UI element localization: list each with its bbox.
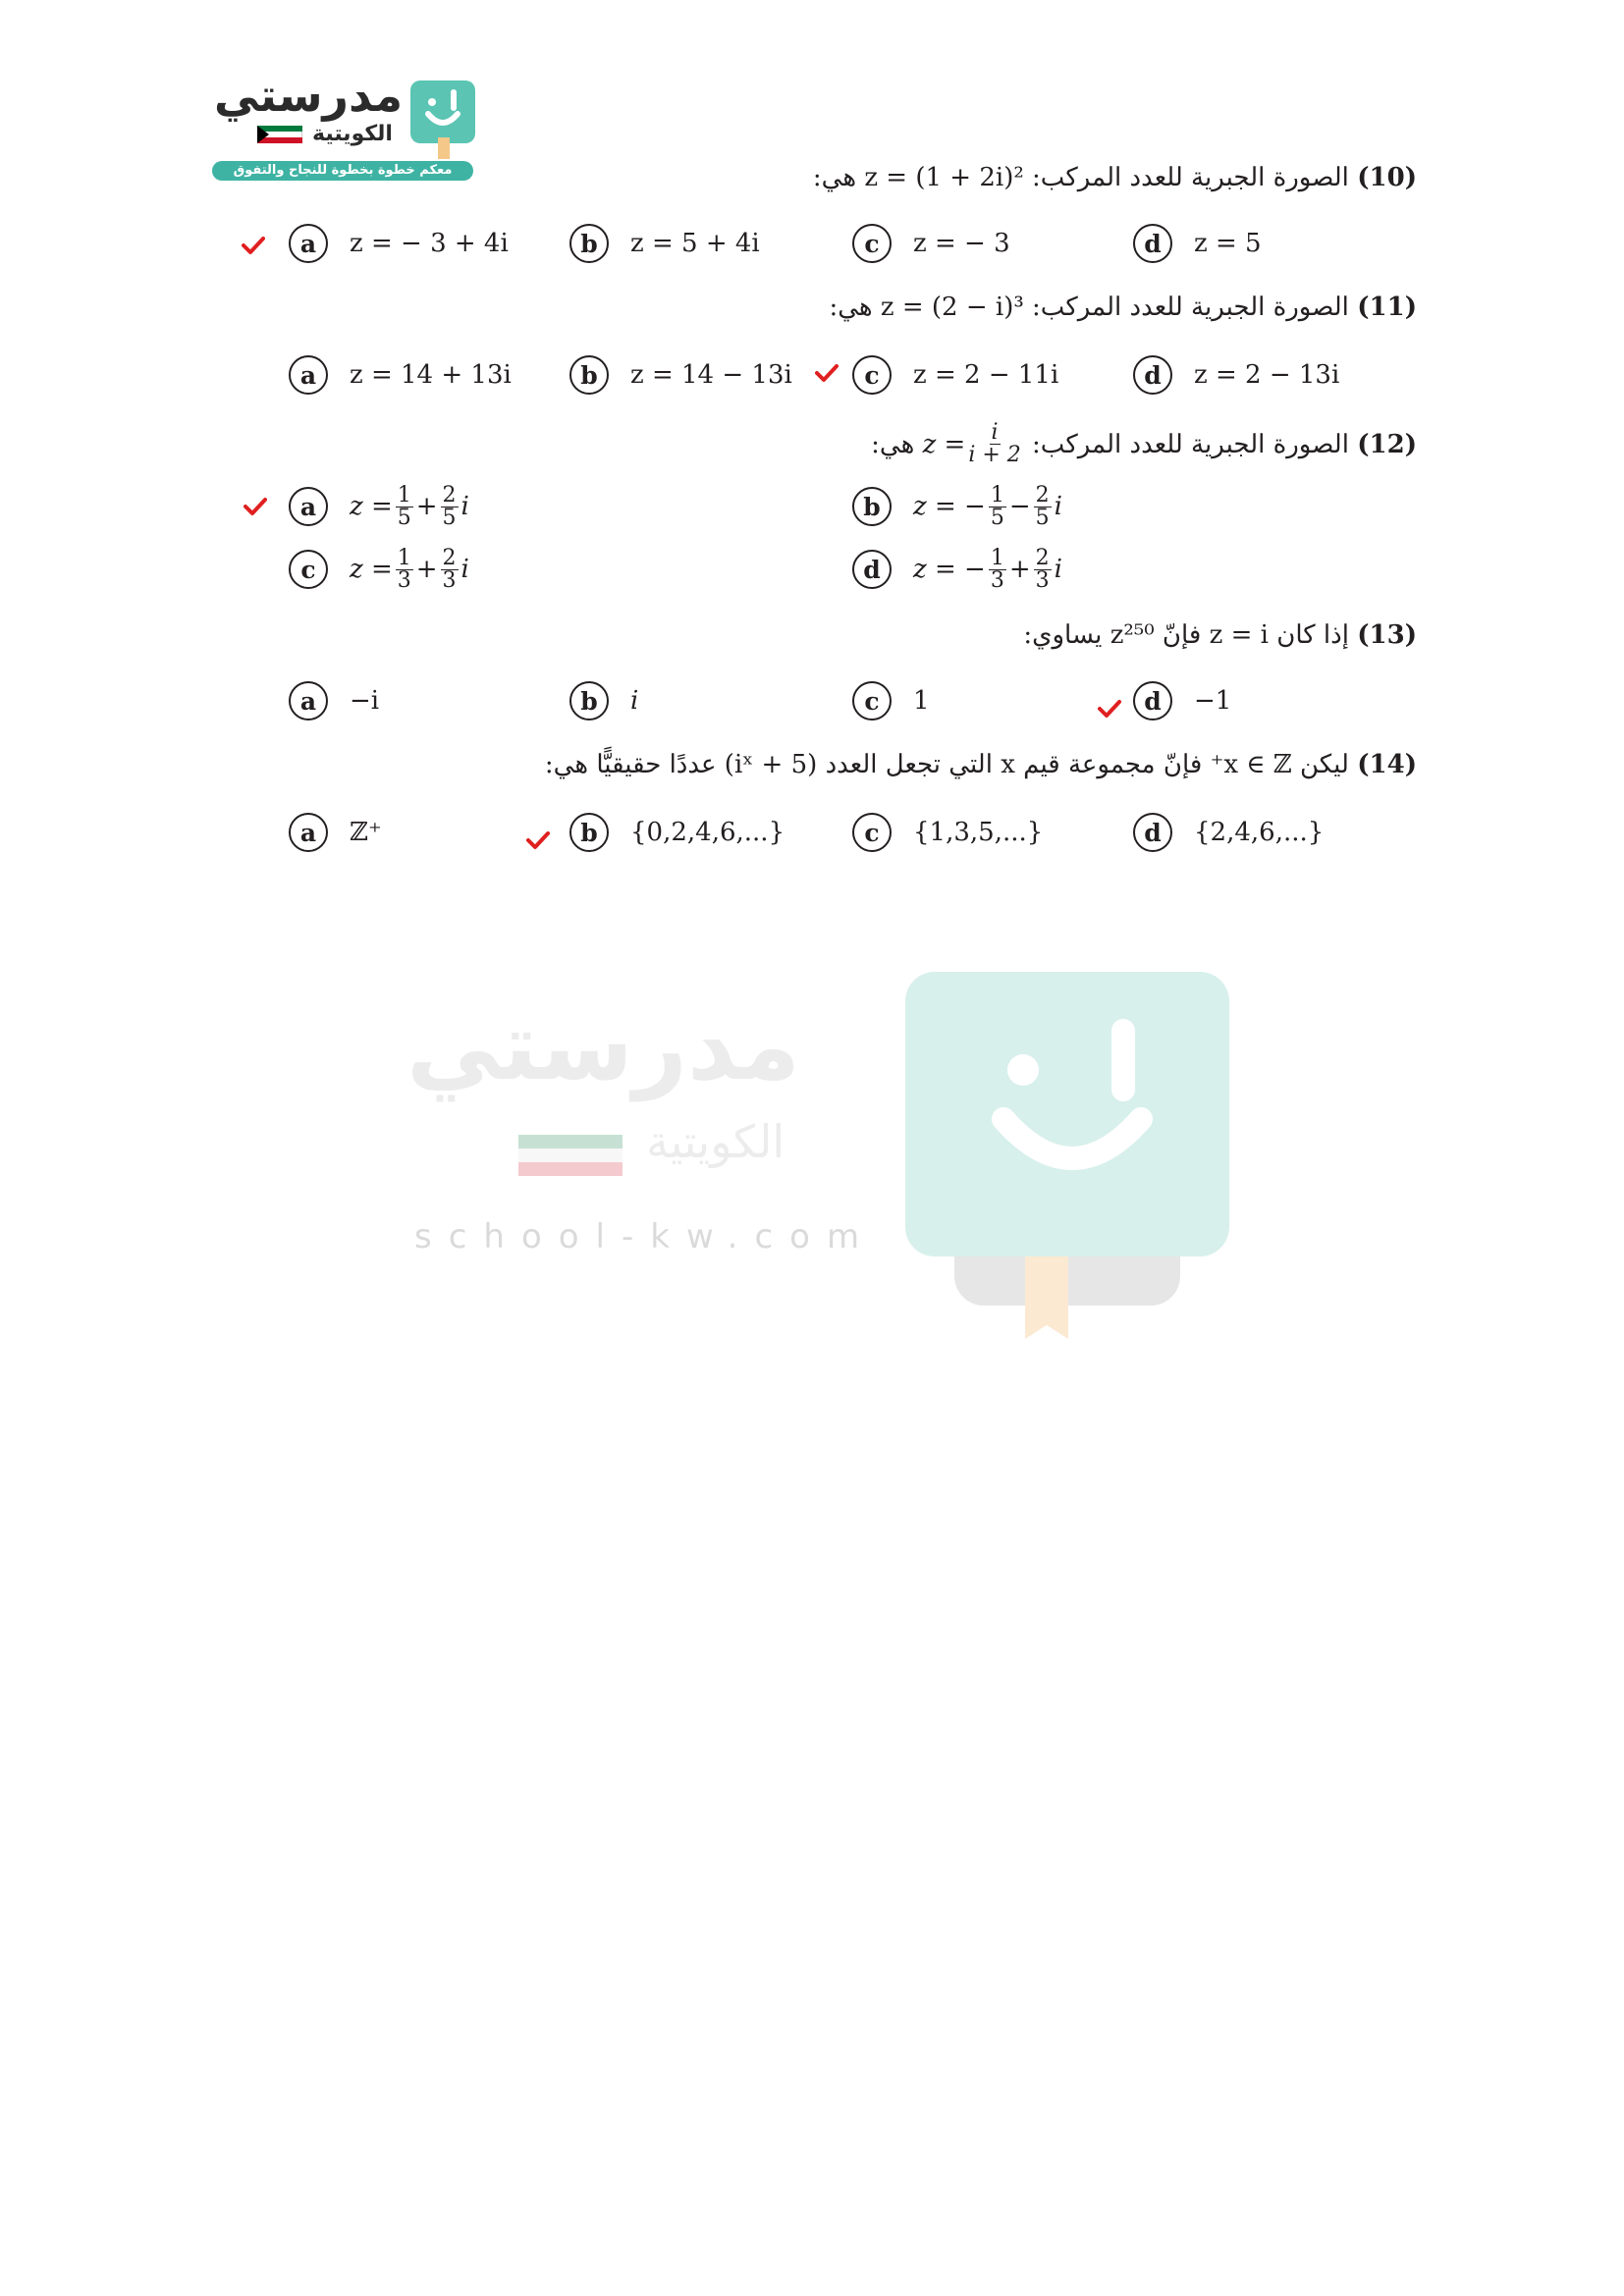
check-icon xyxy=(242,236,265,255)
question-text: الصورة الجبرية للعدد المركب: z = (1 + 2i)² هي: xyxy=(812,163,1349,192)
option-10-b[interactable] xyxy=(569,222,760,265)
option-expr: z = 14 + 13i xyxy=(350,360,512,390)
option-expr: z = 14 − 13i xyxy=(630,360,792,390)
option-11-d[interactable] xyxy=(1133,353,1339,397)
option-expr: z = 5 xyxy=(1194,229,1262,258)
option-expr xyxy=(350,482,469,530)
option-letter: a xyxy=(289,355,328,395)
option-letter: b xyxy=(569,224,609,263)
option-letter: a xyxy=(289,813,328,852)
option-expr xyxy=(350,545,469,593)
option-letter: d xyxy=(1133,813,1172,852)
fraction-numerator: 2 xyxy=(1035,482,1050,507)
question-number: (12) xyxy=(1357,429,1417,459)
watermark-brand-name: مدرستي xyxy=(406,991,800,1101)
question-number: (11) xyxy=(1357,293,1417,322)
question-text: الصورة الجبرية للعدد المركب: z = (2 − i)³ هي: xyxy=(829,293,1349,322)
fraction-denominator: 5 xyxy=(397,505,411,530)
option-letter: c xyxy=(852,813,892,852)
question-text-tail: هي: xyxy=(871,429,915,459)
option-13-d[interactable] xyxy=(1133,679,1231,722)
question-11 xyxy=(829,293,1417,322)
option-expr: z = − 3 + 4i xyxy=(350,229,509,258)
fraction xyxy=(989,545,1006,593)
option-10-d[interactable] xyxy=(1133,222,1262,265)
option-expr: z = 2 − 11i xyxy=(913,360,1059,390)
option-expr: z = − 3 xyxy=(913,229,1010,258)
fraction xyxy=(396,545,413,593)
expr-lead: z = xyxy=(350,555,393,584)
option-letter: d xyxy=(852,550,892,589)
question-text: الصورة الجبرية للعدد المركب: xyxy=(1032,429,1349,459)
option-expr: {0,2,4,6,...} xyxy=(630,818,785,847)
option-13-a[interactable] xyxy=(289,679,379,722)
option-14-a[interactable] xyxy=(289,811,382,854)
brand-name: مدرستي xyxy=(214,69,404,122)
option-letter: c xyxy=(852,224,892,263)
option-letter: c xyxy=(852,355,892,395)
kuwait-flag-icon xyxy=(257,126,302,143)
z-label: z = xyxy=(922,429,966,459)
operator: + xyxy=(1008,555,1031,584)
fraction-denominator: 5 xyxy=(1035,505,1050,530)
watermark-brand-subtitle: الكويتية xyxy=(646,1115,785,1168)
check-icon xyxy=(244,497,267,516)
option-letter: d xyxy=(1133,681,1172,721)
option-letter: c xyxy=(852,681,892,721)
option-letter: a xyxy=(289,487,328,526)
question-text: إذا كان z = i فإنّ z²⁵⁰ يساوي: xyxy=(1023,620,1349,650)
fraction xyxy=(441,545,459,593)
fraction-denominator: 5 xyxy=(990,505,1004,530)
fraction-denominator: i + 2 xyxy=(968,443,1021,467)
option-11-c[interactable] xyxy=(852,353,1058,397)
check-icon xyxy=(815,363,839,383)
option-letter: b xyxy=(569,813,609,852)
option-expr: {2,4,6,...} xyxy=(1194,818,1325,847)
option-13-c[interactable] xyxy=(852,679,930,722)
option-13-b[interactable] xyxy=(569,679,638,722)
fraction-denominator: 3 xyxy=(990,567,1004,593)
option-expr xyxy=(913,545,1062,593)
fraction-numerator: 2 xyxy=(442,545,457,570)
expr-tail: i xyxy=(460,555,469,584)
option-letter: d xyxy=(1133,355,1172,395)
fraction xyxy=(989,482,1006,530)
check-icon xyxy=(1098,699,1121,719)
option-letter: c xyxy=(289,550,328,589)
brand-subtitle: الكويتية xyxy=(312,122,393,146)
option-14-b[interactable] xyxy=(569,811,785,854)
option-letter: b xyxy=(569,681,609,721)
option-12-c[interactable] xyxy=(289,545,469,593)
option-expr: {1,3,5,...} xyxy=(913,818,1044,847)
operator: + xyxy=(415,555,438,584)
option-letter: a xyxy=(289,681,328,721)
expr-tail: i xyxy=(1054,555,1062,584)
option-letter: b xyxy=(852,487,892,526)
fraction xyxy=(1034,545,1052,593)
fraction-numerator: 1 xyxy=(397,482,411,507)
expr-lead: z = − xyxy=(913,555,986,584)
option-expr: z = 2 − 13i xyxy=(1194,360,1340,390)
check-icon xyxy=(526,830,550,850)
smile-icon xyxy=(410,80,475,143)
question-12 xyxy=(871,422,1417,466)
option-11-b[interactable] xyxy=(569,353,792,397)
option-14-c[interactable] xyxy=(852,811,1043,854)
fraction-numerator: 1 xyxy=(990,545,1004,570)
operator: + xyxy=(415,492,438,521)
fraction-numerator: 1 xyxy=(397,545,411,570)
expr-tail: i xyxy=(1054,492,1062,521)
option-letter: a xyxy=(289,224,328,263)
option-10-a[interactable] xyxy=(289,222,509,265)
option-letter: b xyxy=(569,355,609,395)
bookmark-icon xyxy=(438,137,450,159)
question-14 xyxy=(545,750,1417,779)
fraction-numerator: 1 xyxy=(990,482,1004,507)
fraction-denominator: 3 xyxy=(397,567,411,593)
question-expr xyxy=(923,422,1024,466)
fraction xyxy=(441,482,459,530)
option-12-b[interactable] xyxy=(852,482,1062,530)
fraction-denominator: 3 xyxy=(442,567,457,593)
fraction xyxy=(968,422,1020,466)
expr-lead: z = − xyxy=(913,492,986,521)
question-text: ليكن x ∈ ℤ⁺ فإنّ مجموعة قيم x التي تجعل العدد (5 + iˣ) عددًا حقيقيًّا هي: xyxy=(544,750,1349,779)
fraction-denominator: 5 xyxy=(442,505,457,530)
logo-icon xyxy=(410,80,475,143)
fraction xyxy=(396,482,413,530)
fraction-numerator: 2 xyxy=(1035,545,1050,570)
option-expr xyxy=(913,482,1062,530)
option-11-a[interactable] xyxy=(289,353,512,397)
fraction-numerator: 2 xyxy=(442,482,457,507)
option-10-c[interactable] xyxy=(852,222,1010,265)
expr-tail: i xyxy=(460,492,469,521)
option-expr: z = 5 + 4i xyxy=(630,229,760,258)
question-number: (13) xyxy=(1357,620,1417,650)
watermark-flag-icon xyxy=(518,1135,623,1178)
option-12-d[interactable] xyxy=(852,545,1062,593)
brand-tagline: معكم خطوة بخطوة للنجاح والتفوق xyxy=(212,161,473,181)
option-expr: i xyxy=(630,686,639,716)
operator: − xyxy=(1008,492,1031,521)
question-number: (14) xyxy=(1357,750,1417,779)
option-12-a[interactable] xyxy=(289,482,469,530)
question-13 xyxy=(1023,620,1417,650)
fraction-denominator: 3 xyxy=(1035,567,1050,593)
option-expr: ℤ⁺ xyxy=(350,818,382,847)
option-expr: 1 xyxy=(913,686,930,716)
option-expr: −i xyxy=(350,686,380,716)
option-expr: −1 xyxy=(1194,686,1232,716)
expr-lead: z = xyxy=(350,492,393,521)
option-letter: d xyxy=(1133,224,1172,263)
fraction-numerator: i xyxy=(991,420,999,445)
watermark-website: school-kw.com xyxy=(414,1217,877,1256)
option-14-d[interactable] xyxy=(1133,811,1324,854)
watermark-logo-icon xyxy=(905,972,1235,1349)
fraction xyxy=(1034,482,1052,530)
question-number: (10) xyxy=(1357,163,1417,192)
question-10 xyxy=(813,163,1417,192)
